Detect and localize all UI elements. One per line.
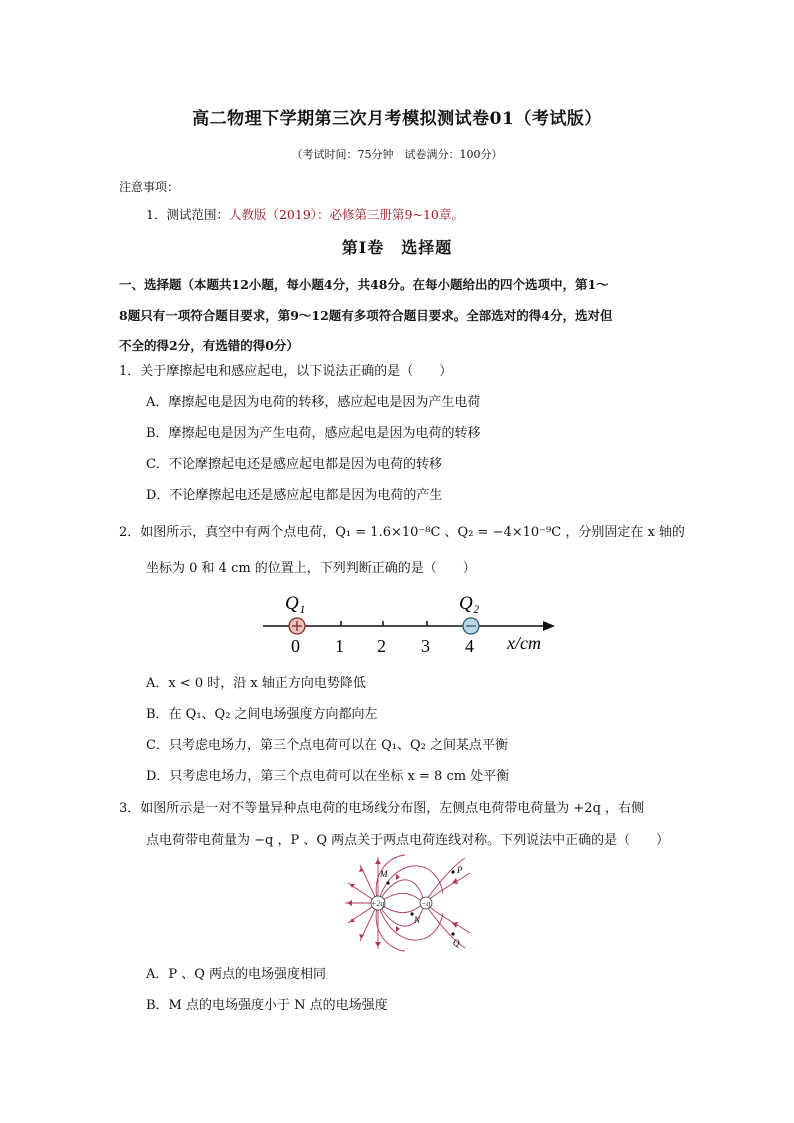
question-1-option-d: D．不论摩擦起电还是感应起电都是因为电荷的产生 xyxy=(146,488,443,503)
label-q1: Q₁ xyxy=(285,593,306,614)
section-title: 第Ⅰ卷 选择题 xyxy=(341,238,453,257)
question-1-option-b: B．摩擦起电是因为产生电荷，感应起电是因为电荷的转移 xyxy=(146,426,481,441)
notice-heading: 注意事项： xyxy=(119,180,180,194)
point-p xyxy=(451,870,454,873)
field-lines-figure xyxy=(340,853,480,955)
tick-label-0: 0 xyxy=(291,636,300,656)
axis-label: x/cm xyxy=(507,633,541,653)
question-1-option-a: A．摩擦起电是因为电荷的转移，感应起电是因为产生电荷 xyxy=(146,395,481,410)
tick-label-4: 4 xyxy=(465,636,474,656)
question-2-option-d: D．只考虑电场力，第三个点电荷可以在坐标 x = 8 cm 处平衡 xyxy=(146,769,510,784)
field-lines xyxy=(345,855,470,951)
notice-item-number: 1．测试范围： xyxy=(146,207,229,222)
x-axis-arrow xyxy=(543,621,555,631)
point-q xyxy=(451,932,454,935)
tick-label-3: 3 xyxy=(421,636,430,656)
tick-label-1: 1 xyxy=(335,636,344,656)
question-2-option-b: B．在 Q₁、Q₂ 之间电场强度方向都向左 xyxy=(146,707,378,722)
question-3-option-a: A．P 、Q 两点的电场强度相同 xyxy=(146,967,327,982)
notice-item-scope: 人教版（2019）：必修第三册第9~10章。 xyxy=(228,207,464,222)
question-2-option-c: C．只考虑电场力，第三个点电荷可以在 Q₁、Q₂ 之间某点平衡 xyxy=(146,738,508,753)
question-2-option-a: A．x < 0 时，沿 x 轴正方向电势降低 xyxy=(146,676,366,691)
part-intro-line-3: 不全的得2分，有选错的得0分） xyxy=(119,338,299,353)
label-q: Q xyxy=(453,938,460,948)
part-intro-line-2: 8题只有一项符合题目要求，第9～12题有多项符合题目要求。全部选对的得4分，选对但 xyxy=(119,308,613,323)
label-q2: Q₂ xyxy=(459,593,480,614)
part-intro-line-1: 一、选择题（本题共12小题，每小题4分，共48分。在每小题给出的四个选项中，第1～ xyxy=(119,277,609,292)
question-2-stem-line-1: 2．如图所示，真空中有两个点电荷，Q₁ = 1.6×10⁻⁸C 、Q₂ = −4×10⁻⁹C ，分别固定在 x 轴的 xyxy=(119,525,685,540)
exam-info: （考试时间：75分钟 试卷满分：100分） xyxy=(291,148,503,161)
notice-item xyxy=(146,205,464,223)
tick-label-2: 2 xyxy=(377,636,386,656)
question-1-option-c: C．不论摩擦起电还是感应起电都是因为电荷的转移 xyxy=(146,457,442,472)
page-title: 高二物理下学期第三次月考模拟测试卷01（考试版） xyxy=(192,109,602,129)
label-p: P xyxy=(457,865,463,875)
question-3-stem-line-1: 3．如图所示是一对不等量异种点电荷的电场线分布图，左侧点电荷带电荷量为 +2q ，右侧 xyxy=(119,801,645,816)
x-axis-figure xyxy=(255,586,565,660)
label-plus-2q: +2q xyxy=(371,899,385,908)
label-minus-q: −q xyxy=(421,899,431,908)
label-n: N xyxy=(414,915,421,925)
label-m: M xyxy=(380,869,388,879)
point-m xyxy=(386,881,389,884)
question-3-option-b: B．M 点的电场强度小于 N 点的电场强度 xyxy=(146,998,388,1013)
question-3-stem-line-2: 点电荷带电荷量为 −q ，P 、Q 两点关于两点电荷连线对称。下列说法中正确的是（ ） xyxy=(146,833,670,848)
question-2-stem-line-2: 坐标为 0 和 4 cm 的位置上，下列判断正确的是（ ） xyxy=(146,561,476,576)
question-1-stem: 1．关于摩擦起电和感应起电，以下说法正确的是（ ） xyxy=(119,364,453,379)
